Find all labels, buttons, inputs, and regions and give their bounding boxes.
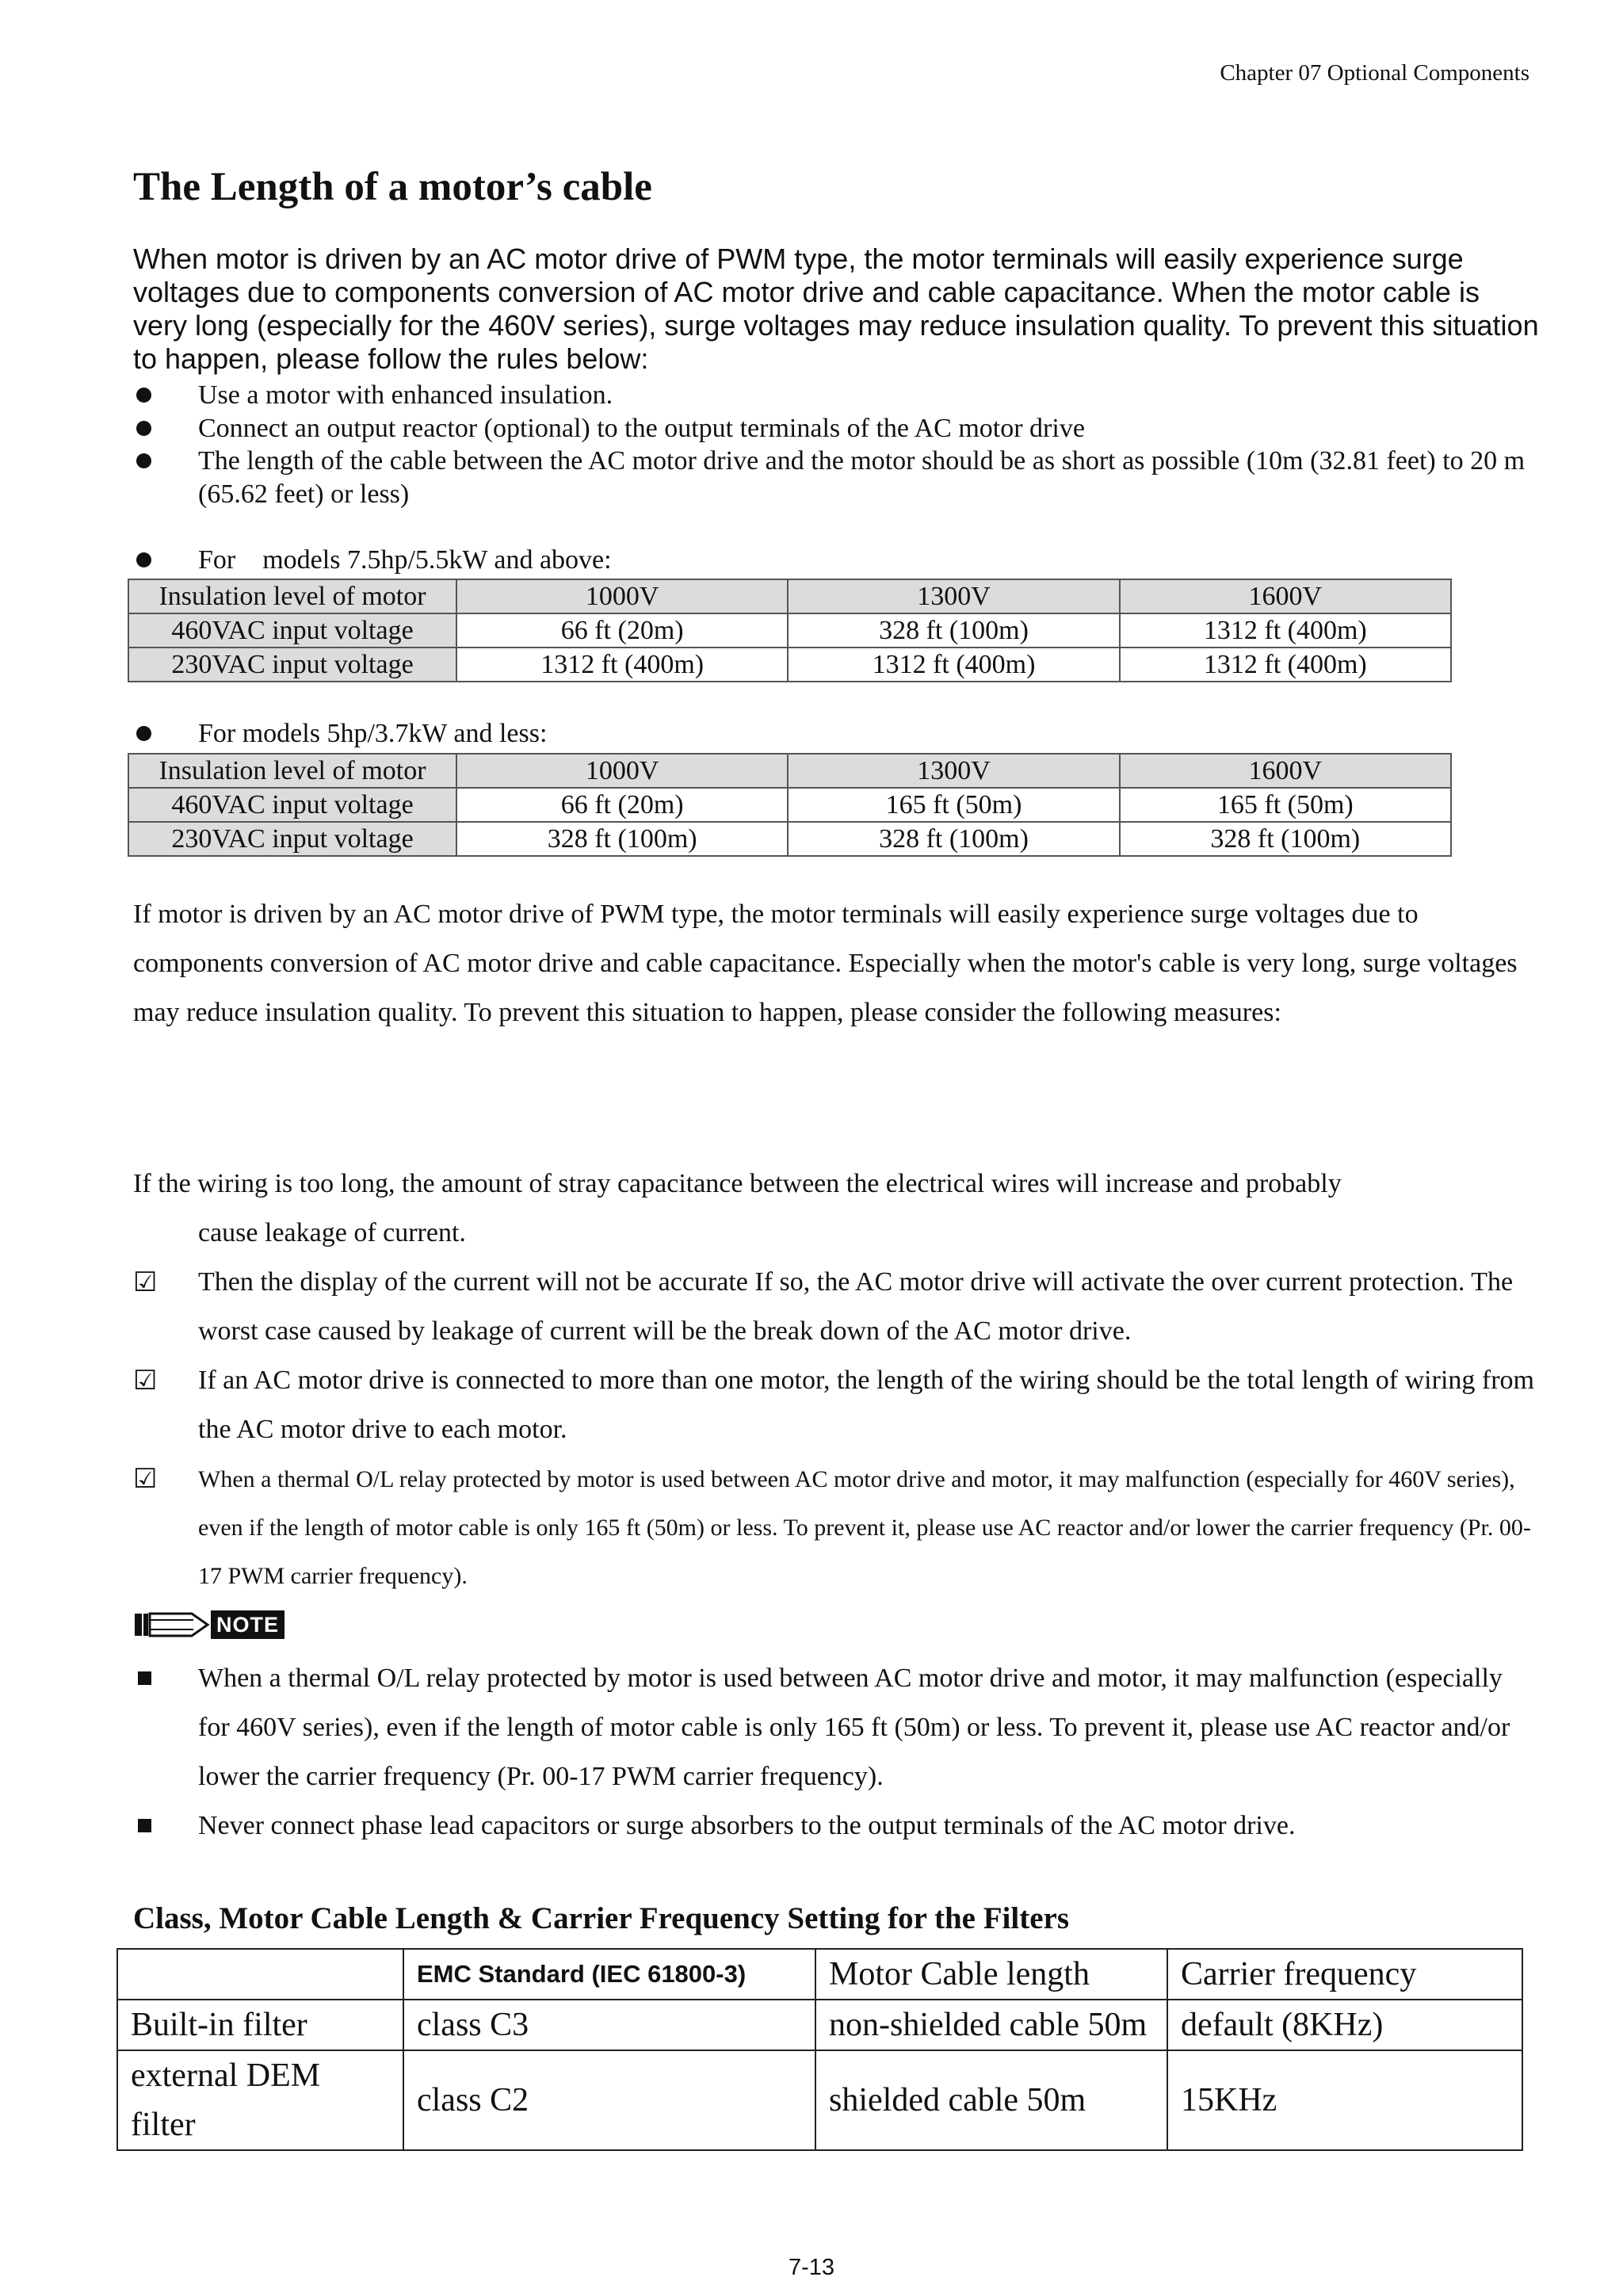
table-row	[128, 788, 1451, 822]
table-small-caption-text: For models 5hp/3.7kW and less:	[198, 719, 548, 748]
chapter-header: Chapter 07 Optional Components	[1220, 60, 1529, 86]
table-cell: 1312 ft (400m)	[1120, 648, 1451, 682]
intro-paragraph: When motor is driven by an AC motor drive of PWM type, the motor terminals will easily experience surge voltages due to components conversion of AC motor drive and cable capacitance. When the motor cable is very long (especially for the 460V series), surge voltages may reduce insulation quality. To prevent this situation to happen, please follow the rules below:	[133, 243, 1539, 375]
table-row	[128, 822, 1451, 856]
rule-text: The length of the cable between the AC motor drive and the motor should be as short as possible (10m (32.81 feet) to 20 m (65.62 feet) or less)	[198, 446, 1526, 509]
table-large-caption-text: For models 7.5hp/5.5kW and above:	[198, 545, 612, 575]
table-cell	[117, 1949, 403, 2000]
bullet-dot-icon	[136, 421, 151, 436]
wiring-intro-line: cause leakage of current.	[198, 1218, 466, 1247]
table-cell: 230VAC input voltage	[128, 822, 456, 856]
table-cell: class C3	[403, 2000, 815, 2050]
table-cell: EMC Standard (IEC 61800-3)	[403, 1949, 815, 2000]
filters-title: Class, Motor Cable Length & Carrier Frequency Setting for the Filters	[133, 1901, 1070, 1935]
filters-table	[116, 1948, 1523, 2151]
table-cell: Built-in filter	[117, 2000, 403, 2050]
rule-text: Use a motor with enhanced insulation.	[198, 380, 613, 410]
check-item	[133, 1258, 1541, 1356]
table-header-row	[117, 1949, 1522, 2000]
checkbox-checked-icon: ☑	[133, 1266, 158, 1298]
bullet-dot-icon	[136, 552, 151, 567]
page-title: The Length of a motor’s cable	[133, 165, 652, 209]
table-cell: 328 ft (100m)	[788, 822, 1119, 856]
rule-item	[133, 412, 1541, 445]
table-cell: 66 ft (20m)	[456, 788, 788, 822]
table-row	[128, 648, 1451, 682]
rule-text: Connect an output reactor (optional) to the output terminals of the AC motor drive	[198, 414, 1085, 443]
table-cell: default (8KHz)	[1167, 2000, 1522, 2050]
note-item	[133, 1801, 1541, 1851]
table-cell: 328 ft (100m)	[1120, 822, 1451, 856]
table-cell: shielded cable 50m	[815, 2050, 1167, 2150]
table-row	[117, 2000, 1522, 2050]
bullet-dot-icon	[136, 726, 151, 741]
table-cell: Insulation level of motor	[128, 754, 456, 788]
measures-paragraph: If motor is driven by an AC motor drive of PWM type, the motor terminals will easily experience surge voltages due to components conversion of AC motor drive and cable capacitance. Especially when the motor's cable is very long, surge voltages may reduce insulation quality. To prevent this situation to happen, please consider the following measures:	[133, 900, 1518, 1027]
table-cell: 66 ft (20m)	[456, 613, 788, 648]
table-header-row	[128, 579, 1451, 613]
table-cell: 1000V	[456, 579, 788, 613]
checkbox-checked-icon: ☑	[133, 1463, 158, 1495]
table-cell: 165 ft (50m)	[788, 788, 1119, 822]
check-text: If an AC motor drive is connected to more than one motor, the length of the wiring should be the total length of wiring from the AC motor drive to each motor.	[198, 1366, 1534, 1444]
rule-item	[133, 445, 1541, 511]
table-cell: 328 ft (100m)	[788, 613, 1119, 648]
table-cell: class C2	[403, 2050, 815, 2150]
check-item	[133, 1356, 1541, 1454]
table-cell: 1600V	[1120, 579, 1451, 613]
note-text: Never connect phase lead capacitors or surge absorbers to the output terminals of the AC motor drive.	[198, 1811, 1296, 1840]
table-large-models	[128, 579, 1452, 682]
table-header-row	[128, 754, 1451, 788]
table-cell: 1000V	[456, 754, 788, 788]
bullet-square-icon	[138, 1819, 151, 1832]
table-cell: 15KHz	[1167, 2050, 1522, 2150]
note-text: When a thermal O/L relay protected by motor is used between AC motor drive and motor, it may malfunction (especially for 460V series), even if the length of motor cable is only 165 ft (50m) or less. To prevent it, please use AC reactor and/or lower the carrier frequency (Pr. 00-17 PWM carrier frequency).	[198, 1664, 1510, 1791]
table-cell: 1312 ft (400m)	[1120, 613, 1451, 648]
table-cell: 1300V	[788, 754, 1119, 788]
table-cell: 230VAC input voltage	[128, 648, 456, 682]
wiring-intro	[133, 1159, 1541, 1258]
note-badge	[133, 1609, 285, 1641]
table-row	[128, 613, 1451, 648]
bullet-square-icon	[138, 1671, 151, 1685]
table-cell: 460VAC input voltage	[128, 788, 456, 822]
table-cell: external DEM filter	[117, 2050, 403, 2150]
table-cell: 328 ft (100m)	[456, 822, 788, 856]
table-cell: 1312 ft (400m)	[456, 648, 788, 682]
checkbox-checked-icon: ☑	[133, 1365, 158, 1396]
table-cell: Carrier frequency	[1167, 1949, 1522, 2000]
table-cell: Motor Cable length	[815, 1949, 1167, 2000]
table-cell: 1312 ft (400m)	[788, 648, 1119, 682]
table-row	[117, 2050, 1522, 2150]
bullet-dot-icon	[136, 388, 151, 403]
note-label: NOTE	[211, 1610, 285, 1639]
check-text: When a thermal O/L relay protected by motor is used between AC motor drive and motor, it may malfunction (especially for 460V series), even if the length of motor cable is only 165 ft (50m) or less. To prevent it, please use AC reactor and/or lower the carrier frequency (Pr. 00-17 PWM carrier frequency).	[198, 1466, 1531, 1589]
wiring-intro-line: If the wiring is too long, the amount of stray capacitance between the electrical wires will increase and probably	[133, 1169, 1342, 1198]
table-cell: 460VAC input voltage	[128, 613, 456, 648]
bullet-dot-icon	[136, 453, 151, 468]
note-item	[133, 1654, 1541, 1801]
check-item	[133, 1455, 1541, 1600]
check-text: Then the display of the current will not be accurate If so, the AC motor drive will activate the over current protection. The worst case caused by leakage of current will be the break down of the AC motor drive.	[198, 1267, 1514, 1346]
page-number: 7-13	[788, 2255, 835, 2280]
table-cell: 1300V	[788, 579, 1119, 613]
table-cell: 165 ft (50m)	[1120, 788, 1451, 822]
table-small-caption	[133, 717, 1541, 751]
table-large-caption	[133, 544, 1541, 577]
note-pencil-icon	[133, 1609, 211, 1641]
table-cell: 1600V	[1120, 754, 1451, 788]
table-small-models	[128, 753, 1452, 857]
table-cell: non-shielded cable 50m	[815, 2000, 1167, 2050]
rule-item	[133, 379, 1541, 412]
table-cell: Insulation level of motor	[128, 579, 456, 613]
